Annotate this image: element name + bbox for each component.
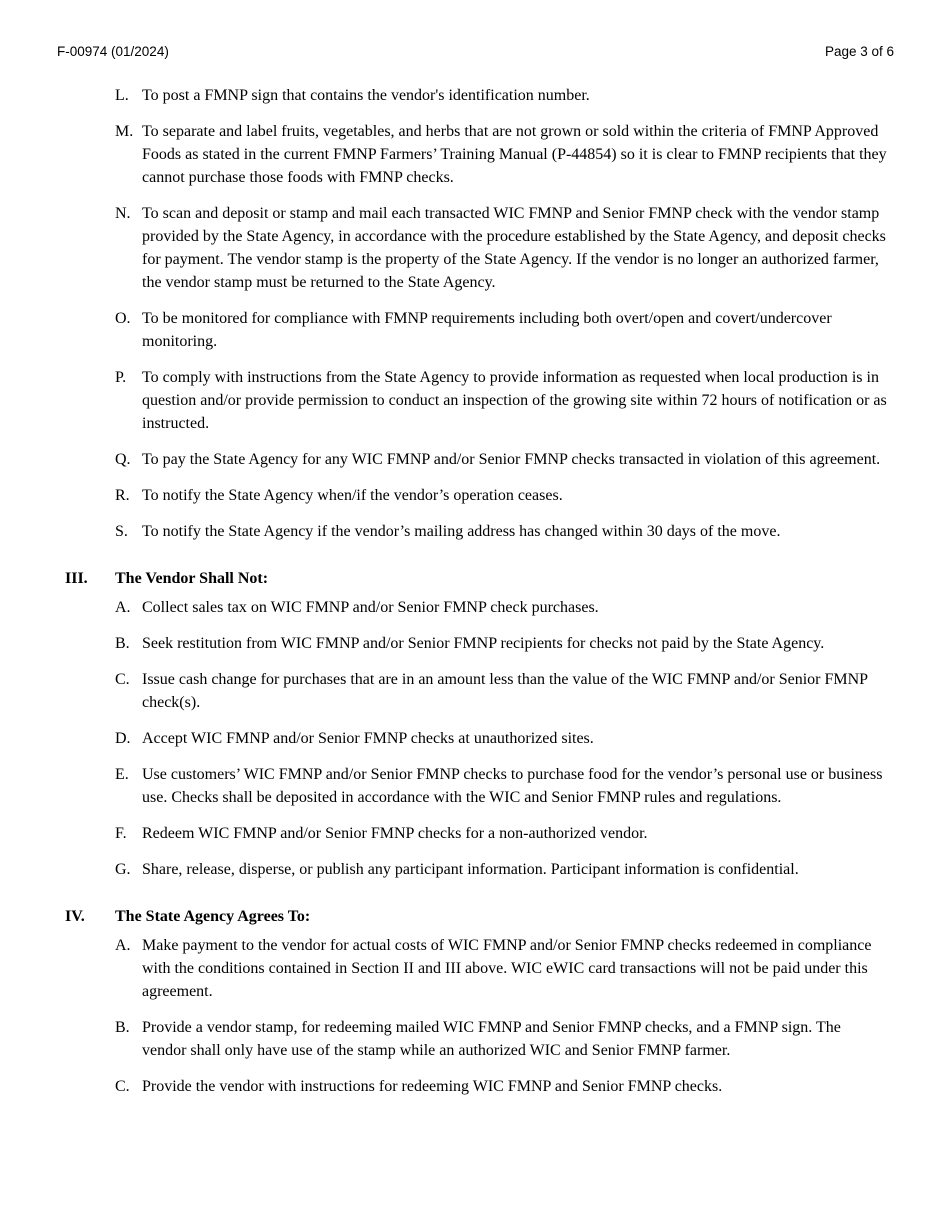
item-text: To separate and label fruits, vegetables, and herbs that are not grown or sold within the criteria of FMNP Approved Foods as stated in the current FMNP Farmers’ Training Manual (P-44854) so it is clear to FMNP recipients that they cannot purchase those foods with FMNP checks. — [142, 123, 887, 186]
section-4-list — [0, 934, 950, 1098]
document-body — [0, 84, 950, 1111]
item-text: Redeem WIC FMNP and/or Senior FMNP checks for a non-authorized vendor. — [142, 825, 648, 842]
list-item — [0, 858, 950, 881]
item-text: Share, release, disperse, or publish any participant information. Participant information is confidential. — [142, 861, 799, 878]
item-text: To be monitored for compliance with FMNP requirements including both overt/open and covert/undercover monitoring. — [142, 310, 832, 350]
item-letter: Q. — [115, 451, 131, 468]
list-item — [0, 822, 950, 845]
section-number: III. — [65, 570, 88, 587]
list-item — [0, 1075, 950, 1098]
list-item — [0, 366, 950, 435]
section-title: The State Agency Agrees To: — [115, 908, 311, 925]
item-text: Seek restitution from WIC FMNP and/or Senior FMNP recipients for checks not paid by the State Agency. — [142, 635, 825, 652]
list-item — [0, 520, 950, 543]
item-text: To notify the State Agency if the vendor’s mailing address has changed within 30 days of the move. — [142, 523, 781, 540]
item-letter: M. — [115, 123, 134, 140]
page-header — [57, 44, 894, 59]
item-text: Make payment to the vendor for actual costs of WIC FMNP and/or Senior FMNP checks redeemed in compliance with the conditions contained in Section II and III above. WIC eWIC card transactions will not be paid under this agreement. — [142, 937, 872, 1000]
item-letter: A. — [115, 599, 131, 616]
item-text: To pay the State Agency for any WIC FMNP and/or Senior FMNP checks transacted in violation of this agreement. — [142, 451, 881, 468]
item-text: Provide a vendor stamp, for redeeming mailed WIC FMNP and Senior FMNP checks, and a FMNP sign. The vendor shall only have use of the stamp while an authorized WIC and Senior FMNP farmer. — [142, 1019, 841, 1059]
item-letter: P. — [115, 369, 127, 386]
section-number: IV. — [65, 908, 85, 925]
item-letter: B. — [115, 1019, 130, 1036]
item-text: To notify the State Agency when/if the vendor’s operation ceases. — [142, 487, 563, 504]
item-text: Collect sales tax on WIC FMNP and/or Senior FMNP check purchases. — [142, 599, 599, 616]
section-3-list — [0, 596, 950, 881]
item-text: Provide the vendor with instructions for redeeming WIC FMNP and Senior FMNP checks. — [142, 1078, 723, 1095]
item-letter: L. — [115, 87, 129, 104]
list-item — [0, 1016, 950, 1062]
item-letter: F. — [115, 825, 127, 842]
item-text: To comply with instructions from the State Agency to provide information as requested when local production is in question and/or provide permission to conduct an inspection of the growing site within 72 hours of notification or as instructed. — [142, 369, 887, 432]
item-letter: B. — [115, 635, 130, 652]
item-text: To scan and deposit or stamp and mail each transacted WIC FMNP and Senior FMNP check with the vendor stamp provided by the State Agency, in accordance with the procedure established by the State Agency, and deposit checks for payment. The vendor stamp is the property of the State Agency. If the vendor is no longer an authorized farmer, the vendor stamp must be returned to the State Agency. — [142, 205, 886, 291]
section-title: The Vendor Shall Not: — [115, 570, 269, 587]
list-item — [0, 202, 950, 294]
item-letter: D. — [115, 730, 131, 747]
item-letter: O. — [115, 310, 131, 327]
item-text: Accept WIC FMNP and/or Senior FMNP checks at unauthorized sites. — [142, 730, 594, 747]
list-item — [0, 596, 950, 619]
list-item — [0, 727, 950, 750]
item-letter: R. — [115, 487, 130, 504]
item-letter: E. — [115, 766, 129, 783]
list-item — [0, 763, 950, 809]
list-item — [0, 84, 950, 107]
item-letter: C. — [115, 1078, 130, 1095]
item-text: Issue cash change for purchases that are in an amount less than the value of the WIC FMNP and/or Senior FMNP check(s). — [142, 671, 868, 711]
list-item — [0, 120, 950, 189]
list-item — [0, 668, 950, 714]
item-letter: S. — [115, 523, 128, 540]
item-letter: A. — [115, 937, 131, 954]
list-item — [0, 632, 950, 655]
list-item — [0, 307, 950, 353]
list-item — [0, 934, 950, 1003]
item-text: To post a FMNP sign that contains the vendor's identification number. — [142, 87, 590, 104]
list-item — [0, 448, 950, 471]
form-id: F-00974 (01/2024) — [57, 44, 169, 59]
section-heading-3 — [0, 567, 950, 590]
section-heading-4 — [0, 905, 950, 928]
item-text: Use customers’ WIC FMNP and/or Senior FMNP checks to purchase food for the vendor’s personal use or business use. Checks shall be deposited in accordance with the WIC and Senior FMNP rules and regulations. — [142, 766, 883, 806]
page-number: Page 3 of 6 — [824, 44, 894, 59]
item-letter: C. — [115, 671, 130, 688]
item-letter: N. — [115, 205, 131, 222]
item-letter: G. — [115, 861, 131, 878]
section-2-list — [0, 84, 950, 543]
list-item — [0, 484, 950, 507]
